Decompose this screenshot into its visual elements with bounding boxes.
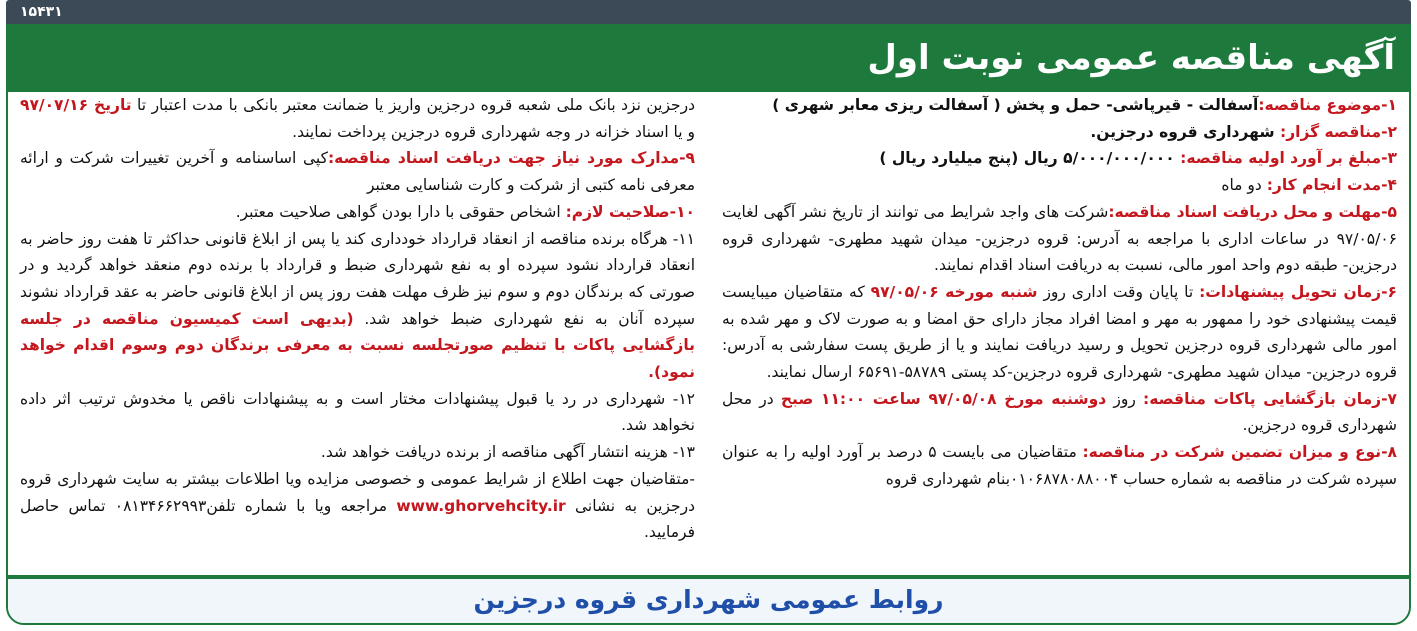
right-column xyxy=(722,92,1397,574)
item-6-label: ۶-زمان تحویل پیشنهادات: xyxy=(1199,282,1398,301)
item-8-label: ۸-نوع و میزان تضمین شرکت در مناقصه: xyxy=(1082,443,1397,462)
item-5 xyxy=(722,199,1397,279)
item-5-text: شرکت های واجد شرایط می توانند از تاریخ نشر آگهی لغایت ۹۷/۰۵/۰۶ در ساعات اداری با مراجعه به آدرس: قروه درجزین- میدان شهید مطهری- شهرداری قروه درجزین- طبقه دوم واحد امور مالی، نسبت به دریافت اسناد اقدام نمایند. xyxy=(722,202,1397,275)
item-8 xyxy=(722,439,1397,492)
footer xyxy=(8,579,1409,625)
title-bar xyxy=(8,26,1409,92)
contact-note-a: -متقاضیان جهت اطلاع از شرایط عمومی و خصوصی مزایده ویا اطلاعات بیشتر به سایت شهرداری قروه درجزین به نشانی xyxy=(20,469,695,515)
item-3-text: ۵/۰۰۰/۰۰۰/۰۰۰ ریال (پنج میلیارد ریال ) xyxy=(879,149,1181,168)
item-8-continued xyxy=(20,92,695,145)
item-5-label: ۵-مهلت و محل دریافت اسناد مناقصه: xyxy=(1108,202,1398,221)
notice-title: آگهی مناقصه عمومی نوبت اول xyxy=(867,38,1395,78)
item-2-label: ۲-مناقصه گزار: xyxy=(1280,122,1397,141)
ad-id-bar xyxy=(6,0,1411,24)
item-10-text: اشخاص حقوقی با دارا بودن گواهی صلاحیت معتبر. xyxy=(235,202,566,221)
footer-text: روابط عمومی شهرداری قروه درجزین xyxy=(473,585,944,614)
item-12-text: ۱۲- شهرداری در رد یا قبول پیشنهادات مختار است و به پیشنهادات ناقص یا مخدوش ترتیب اثر داده نخواهد شد. xyxy=(20,389,695,435)
item-6 xyxy=(722,279,1397,386)
item-3-label: ۳-مبلغ بر آورد اولیه مناقصه: xyxy=(1180,149,1397,168)
item-8-cont-a: درجزین نزد بانک ملی شعبه قروه درجزین واریز یا ضمانت معتبر بانکی با مدت اعتبار تا xyxy=(131,96,696,114)
item-7 xyxy=(722,386,1397,439)
item-11 xyxy=(20,226,695,386)
item-9-text: کپی اساسنامه و آخرین تغییرات شرکت و ارائه معرفی نامه کتبی از شرکت و کارت شناسایی معتبر xyxy=(20,149,695,195)
item-4 xyxy=(722,172,1397,199)
item-6-date: شنبه مورخه ۹۷/۰۵/۰۶ xyxy=(870,282,1038,301)
item-4-text: دو ماه xyxy=(1221,176,1267,195)
notice-frame xyxy=(6,24,1411,625)
item-3 xyxy=(722,145,1397,172)
guarantee-date: تاریخ ۹۷/۰۷/۱۶ xyxy=(20,96,132,114)
item-2 xyxy=(722,119,1397,146)
item-1 xyxy=(722,92,1397,119)
contact-note xyxy=(20,466,695,546)
item-13 xyxy=(20,439,695,466)
item-12 xyxy=(20,386,695,439)
item-11-text: ۱۱- هرگاه برنده مناقصه از انعقاد قرارداد خودداری کند یا پس از ابلاغ قانونی حداکثر تا هفت روز حاضر به انعقاد قرارداد نشود سپرده او به نفع شهرداری ضبط و قرارداد با برنده دوم منعقد خواهد گردید و در صورتی که برندگان دوم و سوم نیز ظرف مهلت هفت روز پس از ابلاغ قانونی حاضر به عقد قرارداد نشوند سپرده آنان به نفع شهرداری ضبط خواهد شد. xyxy=(20,229,695,328)
item-4-label: ۴-مدت انجام کار: xyxy=(1266,176,1397,195)
ad-id: ۱۵۴۳۱ xyxy=(20,4,63,20)
notice-body xyxy=(8,92,1409,574)
item-10-label: ۱۰-صلاحیت لازم: xyxy=(565,202,695,221)
item-7-date: دوشنبه مورخ ۹۷/۰۵/۰۸ ساعت ۱۱:۰۰ صبح xyxy=(780,389,1107,408)
item-7-label: ۷-زمان بازگشایی پاکات مناقصه: xyxy=(1143,389,1398,408)
item-1-text: آسفالت - قیرپاشی- حمل و پخش ( آسفالت ریزی معابر شهری ) xyxy=(772,96,1259,114)
item-6-text-b: که متقاضیان میبایست قیمت پیشنهادی خود را ممهور به مهر و امضا افراد مجاز دارای حق امضا و به صورت لاک و مهر شده به امور مالی شهرداری قروه درجزین تحویل و رسید دریافت نمایند و یا از طریق پست سفارشی به آدرس: قروه درجزین- میدان شهید مطهری- شهرداری قروه درجزین-کد پستی ۵۸۷۸۹-۶۵۶۹۱ ارسال نمایند. xyxy=(722,282,1397,382)
item-1-label: ۱-موضوع مناقصه: xyxy=(1258,96,1397,114)
item-6-text-a: تا پایان وقت اداری روز xyxy=(1037,282,1200,301)
item-9 xyxy=(20,145,695,198)
item-9-label: ۹-مدارک مورد نیاز جهت دریافت اسناد مناقصه: xyxy=(327,149,696,168)
item-8-text: متقاضیان می بایست ۵ درصد بر آورد اولیه را به عنوان سپرده شرکت در مناقصه به شماره حساب ۰۱۰۶۸۷۸۰۸۸۰۰۴بنام شهرداری قروه xyxy=(722,443,1397,488)
item-7-text-a: روز xyxy=(1106,389,1144,408)
left-column xyxy=(20,92,695,574)
item-11-note: (بدیهی است کمیسیون مناقصه در جلسه بازگشایی پاکات با تنظیم صورتجلسه نسبت به معرفی برندگان دوم وسوم اقدام خواهد نمود). xyxy=(20,309,695,382)
item-2-text: شهرداری قروه درجزین. xyxy=(1090,122,1281,141)
contact-note-b: مراجعه ویا با شماره تلفن۰۸۱۳۴۶۶۲۹۹۳ تماس حاصل فرمایید. xyxy=(20,496,695,542)
item-10 xyxy=(20,199,695,226)
item-8-cont-b: و یا اسناد خزانه در وجه شهرداری قروه درجزین پرداخت نمایند. xyxy=(292,122,695,141)
item-7-text-b: در محل شهرداری قروه درجزین. xyxy=(722,389,1397,435)
website-link[interactable]: www.ghorvehcity.ir xyxy=(396,496,566,515)
item-13-text: ۱۳- هزینه انتشار آگهی مناقصه از برنده دریافت خواهد شد. xyxy=(320,443,695,462)
